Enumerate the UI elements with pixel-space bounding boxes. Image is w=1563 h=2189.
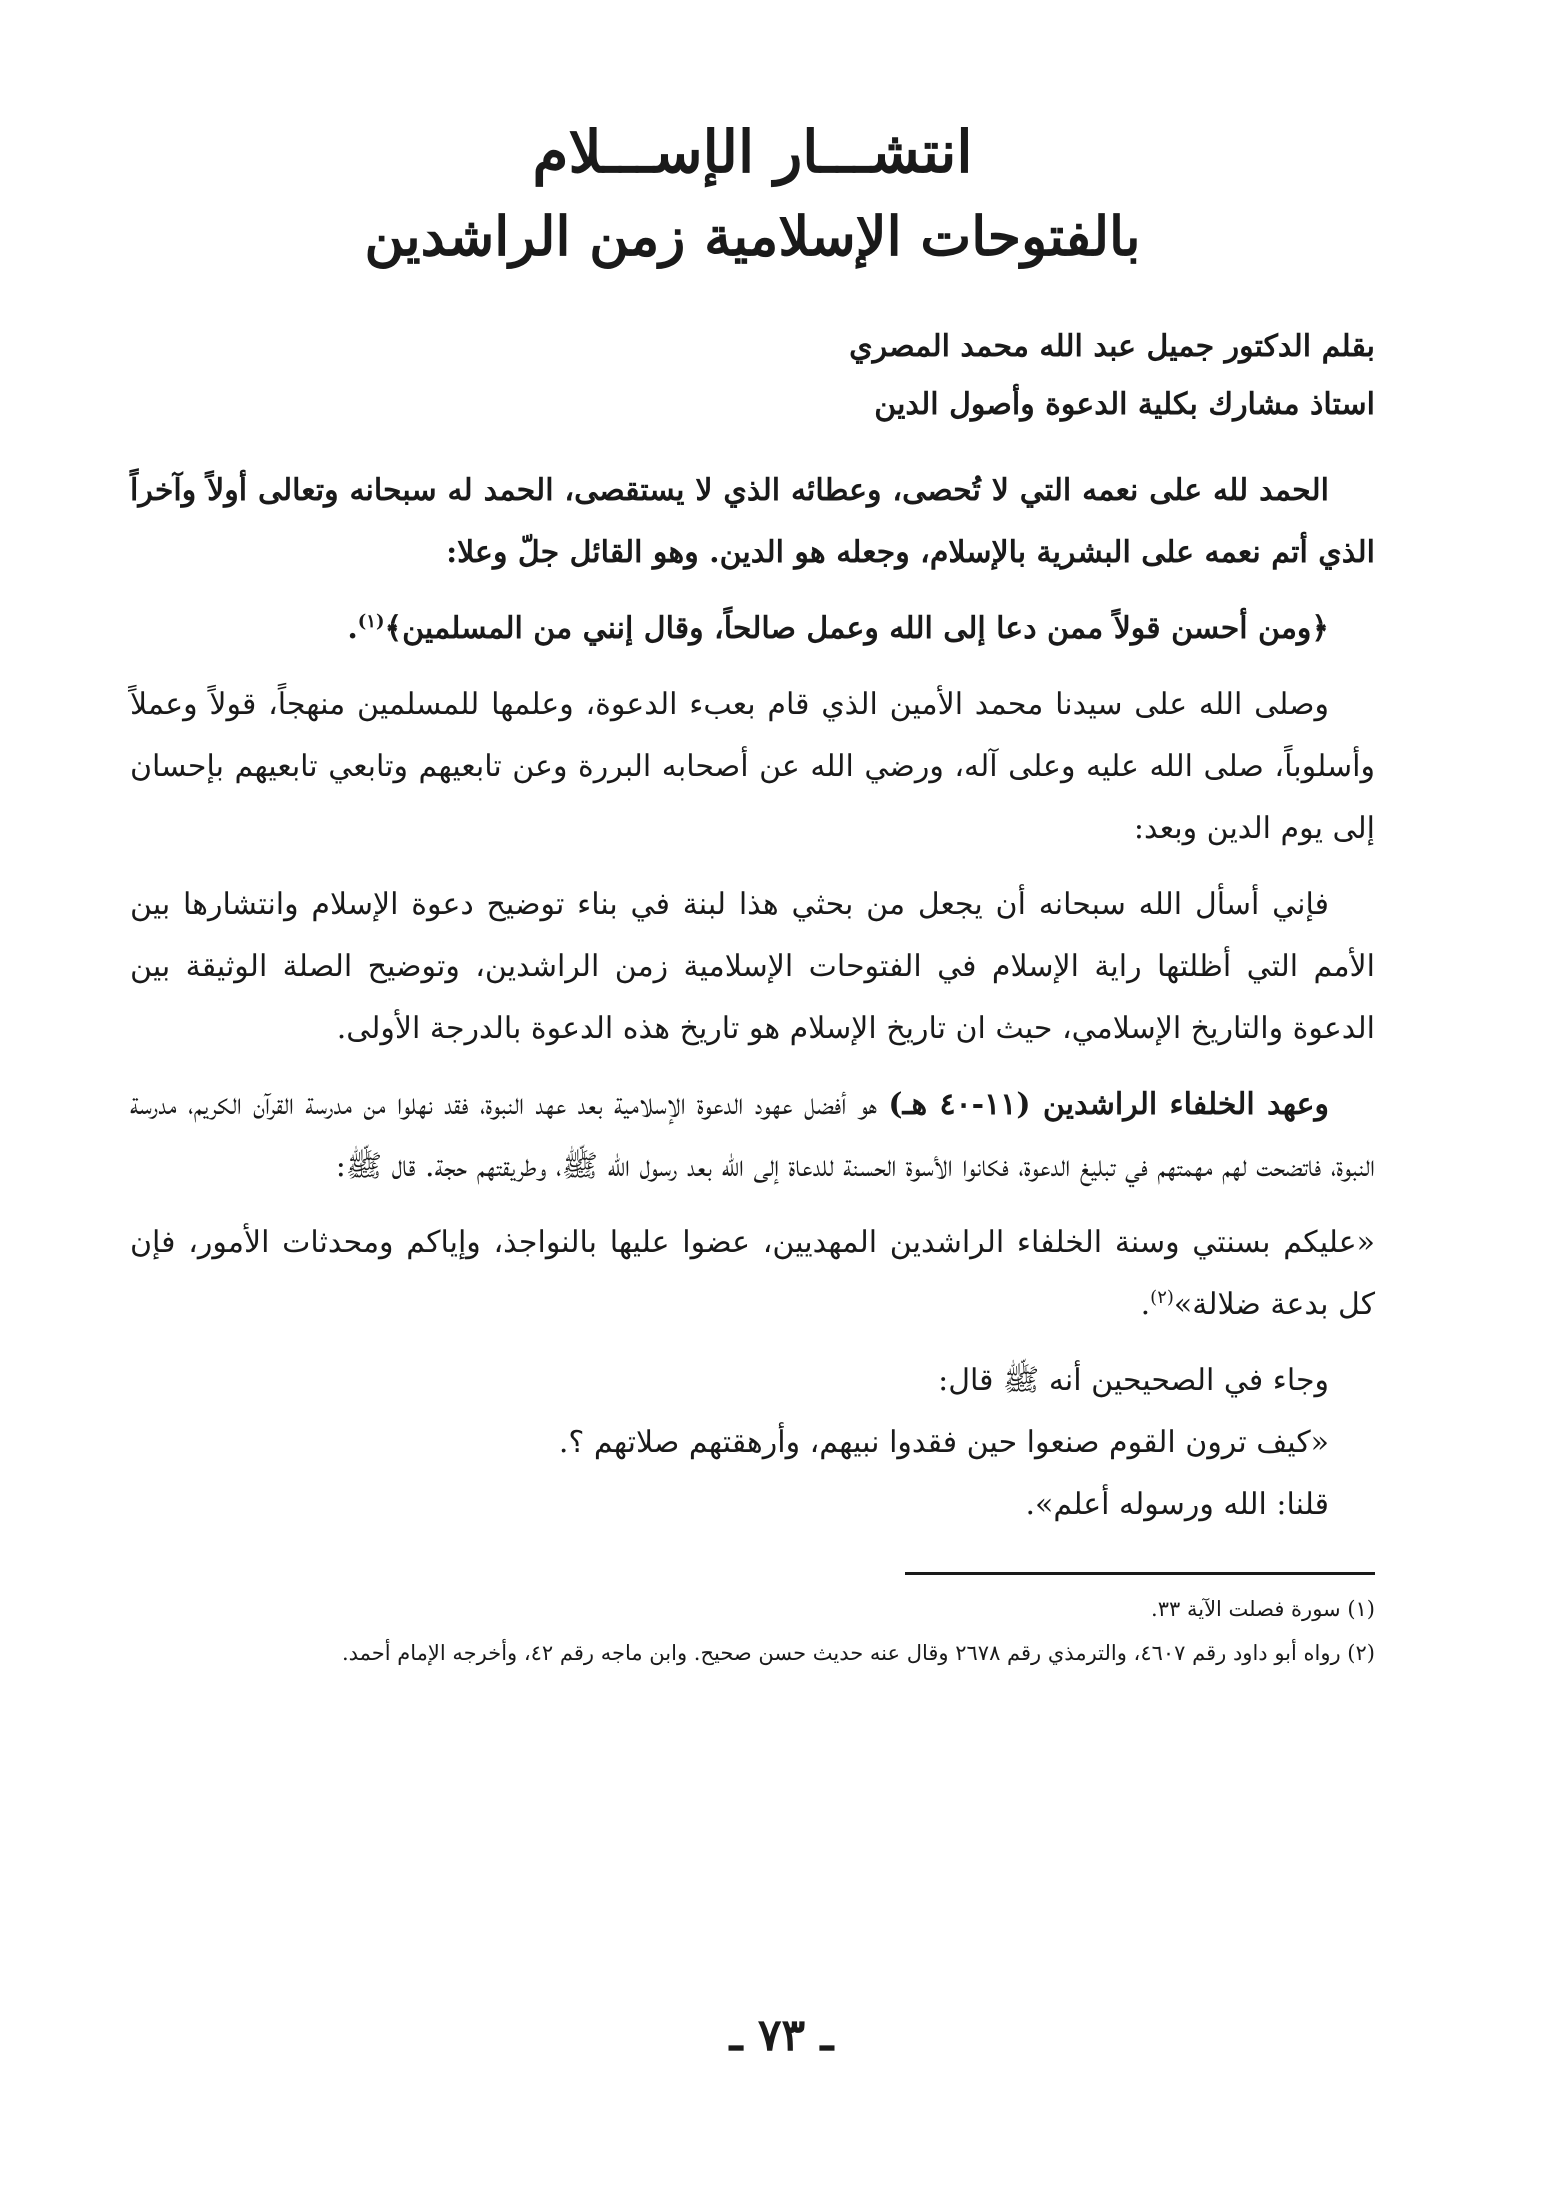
hadith-sunnah-text: «عليكم بسنتي وسنة الخلفاء الراشدين المهديين، عضوا عليها بالنواجذ، وإياكم ومحدثات الأمور، فإن كل بدعة ضلالة»	[130, 1225, 1375, 1322]
footnote-1: (١) سورة فصلت الآية ٣٣.	[1151, 1597, 1375, 1621]
footnote-separator	[905, 1572, 1375, 1575]
article-title-line-2: بالفتوحات الإسلامية زمن الراشدين	[364, 204, 1141, 268]
paragraph-salutation: وصلى الله على سيدنا محمد الأمين الذي قام بعبء الدعوة، وعلمها للمسلمين منهجاً، قولاً وعملاً وأسلوباً، صلى الله عليه وعلى آله، ورضي الله عن أصحابه البررة وعن تابعيهم وتابعي تابعيهم بإحسان إلى يوم الدين وبعد:	[130, 687, 1375, 846]
verse-end-dot: .	[347, 611, 358, 646]
author-block	[130, 318, 1375, 434]
caliphs-era-text: هو أفضل عهود الدعوة الإسلامية بعد عهد النبوة، فقد نهلوا من مدرسة القرآن الكريم، مدرسة النبوة، فاتضحت لهم مهمتهم في تبليغ الدعوة، فكانوا الأسوة الحسنة للدعاة إلى الله بعد رسول الله ﷺ، وطريقتهم حجة. قال ﷺ:	[130, 1087, 1375, 1184]
hadith-sunnah	[130, 1212, 1375, 1336]
footnote-ref-1[interactable]: (١)	[357, 611, 385, 632]
article-title-line-1: انتشـــار الإســـلام	[532, 118, 973, 186]
hadith-answer: قلنا: الله ورسوله أعلم».	[1025, 1487, 1329, 1522]
quran-verse	[130, 598, 1375, 660]
footnotes	[130, 1589, 1375, 1673]
footnote-ref-2[interactable]: (٢)	[1150, 1287, 1174, 1308]
caliphs-era-heading: وعهد الخلفاء الراشدين (١١-٤٠ هـ)	[888, 1087, 1329, 1122]
paragraph-sahihain: وجاء في الصحيحين أنه ﷺ قال:	[938, 1363, 1329, 1398]
hadith-end-dot: .	[1140, 1287, 1151, 1322]
article-page	[130, 110, 1375, 1677]
quran-verse-text: ﴿ومن أحسن قولاً ممن دعا إلى الله وعمل صالحاً، وقال إنني من المسلمين﴾	[384, 611, 1329, 646]
author-position: استاذ مشارك بكلية الدعوة وأصول الدين	[874, 387, 1375, 422]
paragraph-caliphs	[130, 1074, 1375, 1198]
footnote-2: (٢) رواه أبو داود رقم ٤٦٠٧، والترمذي رقم ٢٦٧٨ وقال عنه حديث حسن صحيح. وابن ماجه رقم ٤٢، وأخرجه الإمام أحمد.	[341, 1641, 1375, 1665]
paragraph-purpose: فإني أسأل الله سبحانه أن يجعل من بحثي هذا لبنة في بناء توضيح دعوة الإسلام وانتشارها بين الأمم التي أظلتها راية الإسلام في الفتوحات الإسلامية زمن الراشدين، وتوضيح الصلة الوثيقة بين الدعوة والتاريخ الإسلامي، حيث ان تاريخ الإسلام هو تاريخ هذه الدعوة بالدرجة الأولى.	[130, 887, 1375, 1046]
author-name: بقلم الدكتور جميل عبد الله محمد المصري	[849, 329, 1375, 364]
hadith-question: «كيف ترون القوم صنعوا حين فقدوا نبيهم، وأرهقتهم صلاتهم ؟.	[558, 1425, 1329, 1460]
paragraph-praise: الحمد لله على نعمه التي لا تُحصى، وعطائه الذي لا يستقصى، الحمد له سبحانه وتعالى أولاً وآخراً الذي أتم نعمه على البشرية بالإسلام، وجعله هو الدين. وهو القائل جلّ وعلا:	[130, 473, 1375, 570]
page-number: ـ ٧٣ ـ	[729, 2010, 834, 2061]
